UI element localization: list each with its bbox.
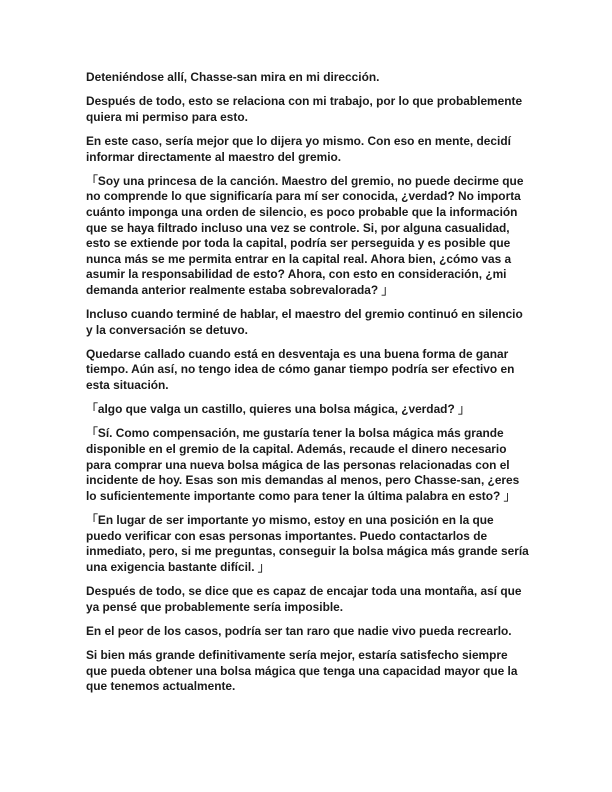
paragraph-10: Después de todo, se dice que es capaz de encajar toda una montaña, así que ya pensé que probablemente sería imposible. [86, 583, 522, 614]
paragraph-2: Después de todo, esto se relaciona con mi trabajo, por lo que probablemente quiera mi permiso para esto. [86, 94, 523, 124]
paragraph-12: Si bien más grande definitivamente sería mejor, estaría satisfecho siempre que pueda obtener una bolsa mágica que tenga una capacidad mayor que la que tenemos actualmente. [86, 647, 518, 694]
paragraph-4: 「Soy una princesa de la canción. Maestro del gremio, no puede decirme que no comprende lo que significaría para mí ser conocida, ¿verdad? No importa cuánto imponga una orden de silencio, es poco probable que la información que se haya filtrado incluso una vez se controle. Si, por alguna casualidad, esto se extiende por toda la capital, podría ser perseguida y es posible que nunca más se me permita entrar en la capital real. Ahora bien, ¿cómo vas a asumir la responsabilidad de esto? Ahora, con esto en consideración, ¿mi demanda anterior realmente estaba sobrevalorada? 」 [86, 173, 524, 297]
paragraph-7: 「algo que valga un castillo, quieres una bolsa mágica, ¿verdad? 」 [86, 402, 470, 417]
paragraph-1: Deteniéndose allí, Chasse-san mira en mi dirección. [86, 70, 380, 84]
paragraph-11: En el peor de los casos, podría ser tan raro que nadie vivo pueda recrearlo. [86, 623, 512, 638]
document-page [86, 70, 532, 703]
paragraph-8: 「Sí. Como compensación, me gustaría tener la bolsa mágica más grande disponible en el gremio de la capital. Además, recaude el dinero necesario para comprar una nueva bolsa mágica de las personas relacionadas con el incidente de hoy. Esas son mis demandas al menos, pero Chasse-san, ¿eres lo suficientemente importante como para tener la última palabra en esto? 」 [86, 426, 520, 503]
paragraph-9: 「En lugar de ser importante yo mismo, estoy en una posición en la que puedo verificar con esas personas importantes. Puedo contactarlos de inmediato, pero, si me preguntas, conseguir la bolsa mágica más grande sería una exigencia bastante difícil. 」 [86, 513, 529, 574]
paragraph-3: En este caso, sería mejor que lo dijera yo mismo. Con eso en mente, decidí informar directamente al maestro del gremio. [86, 133, 511, 164]
paragraph-5: Incluso cuando terminé de hablar, el maestro del gremio continuó en silencio y la conversación se detuvo. [86, 307, 523, 337]
paragraph-6: Quedarse callado cuando está en desventaja es una buena forma de ganar tiempo. Aún así, no tengo idea de cómo ganar tiempo podría ser efectivo en esta situación. [86, 346, 515, 393]
